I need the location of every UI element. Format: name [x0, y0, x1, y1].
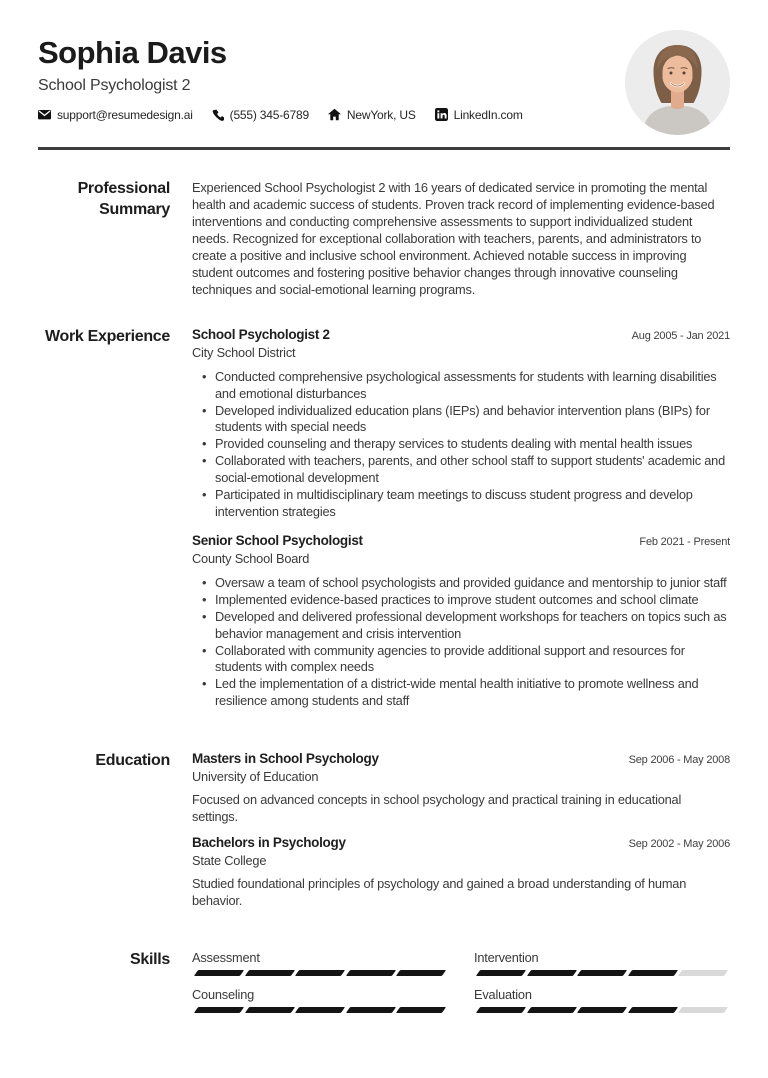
job-header [192, 533, 730, 548]
skill-item [192, 987, 448, 1013]
candidate-name: Sophia Davis [38, 35, 227, 70]
contact-email[interactable] [38, 108, 193, 122]
skill-name: Counseling [192, 987, 255, 1003]
contact-email-text: support@resumedesign.ai [57, 107, 193, 122]
job-company: City School District [192, 344, 296, 360]
job-bullet: • Oversaw a team of school psychologists and provided guidance and mentorship to junior staff [192, 575, 730, 592]
skill-bar [192, 1007, 448, 1013]
job-bullet: • Developed individualized education plans (IEPs) and behavior intervention plans (BIPs) for students with special needs [192, 403, 730, 437]
skill-bar [192, 970, 448, 976]
email-icon [38, 108, 51, 121]
job-entry [192, 533, 730, 710]
skills-body [192, 950, 730, 1013]
section-work-experience [38, 327, 730, 722]
contact-linkedin[interactable] [435, 108, 523, 122]
section-education [38, 751, 730, 921]
skill-bar-segment [577, 1007, 627, 1013]
skill-bar-segment [295, 970, 345, 976]
job-company: County School Board [192, 550, 310, 566]
home-icon [328, 108, 341, 121]
education-dates: Sep 2002 - May 2006 [628, 838, 730, 851]
contact-location [328, 108, 416, 122]
contact-row [38, 108, 730, 122]
job-bullet-list [192, 575, 730, 710]
job-entry [192, 327, 730, 521]
education-description: Focused on advanced concepts in school psychology and practical training in educational settings. [192, 792, 682, 825]
skill-item [192, 950, 448, 976]
skill-bar-segment [346, 970, 396, 976]
skill-bar-segment [194, 970, 244, 976]
contact-linkedin-text: LinkedIn.com [453, 107, 523, 122]
section-label-summary: Professional Summary [77, 179, 170, 218]
job-bullet: • Collaborated with teachers, parents, and other school staff to support students' academic and social-emotional development [192, 453, 730, 487]
education-description: Studied foundational principles of psychology and gained a broad understanding of human behavior. [192, 876, 687, 909]
skill-item [474, 987, 730, 1013]
job-bullet: • Provided counseling and therapy services to students dealing with mental health issues [192, 436, 730, 453]
skill-bar-segment [476, 1007, 526, 1013]
phone-icon [212, 109, 224, 121]
section-skills [38, 950, 730, 1013]
skill-bar-segment [295, 1007, 345, 1013]
skill-bar-segment [526, 970, 576, 976]
education-school: University of Education [192, 769, 319, 785]
header-divider [38, 147, 730, 150]
skill-name: Evaluation [474, 987, 532, 1003]
education-school: State College [192, 853, 267, 869]
skill-bar-segment [346, 1007, 396, 1013]
contact-phone[interactable] [212, 108, 309, 122]
skill-bar-segment [194, 1007, 244, 1013]
section-label-work: Work Experience [44, 327, 170, 345]
degree-title: Masters in School Psychology [192, 751, 379, 767]
header [38, 36, 730, 122]
job-bullet: • Participated in multidisciplinary team meetings to discuss student progress and develop intervention strategies [192, 487, 730, 521]
work-body [192, 327, 730, 722]
skill-name: Assessment [192, 950, 260, 966]
summary-text: Experienced School Psychologist 2 with 16 years of dedicated service in promoting the mental health and academic success of students. Proven track record of implementing evidence-based interventions and conducting comprehensive assessments to support individualized student needs. Recognized for exceptional collaboration with teachers, parents, and administrators to create a positive and inclusive school environment. Achieved notable success in improving student outcomes and fostering positive behavior changes through innovative counseling techniques and social-emotional learning programs. [192, 179, 715, 297]
contact-phone-text: (555) 345-6789 [229, 107, 309, 122]
candidate-title: School Psychologist 2 [38, 76, 191, 94]
skill-bar-segment [244, 970, 294, 976]
job-bullet-list [192, 369, 730, 521]
skill-bar-segment [628, 970, 678, 976]
job-title: Senior School Psychologist [192, 532, 363, 548]
education-header [192, 751, 730, 766]
job-bullet: • Led the implementation of a district-wide mental health initiative to promote wellness and resilience among students and staff [192, 676, 730, 710]
profile-photo [625, 30, 730, 135]
education-entry [192, 751, 730, 825]
linkedin-icon [435, 108, 448, 121]
skill-bar-segment [678, 970, 728, 976]
degree-title: Bachelors in Psychology [192, 835, 346, 851]
section-professional-summary [38, 179, 730, 298]
skill-bar-segment [396, 970, 446, 976]
skill-bar-segment [526, 1007, 576, 1013]
skill-item [474, 950, 730, 976]
skill-bar-segment [476, 970, 526, 976]
job-bullet: • Developed and delivered professional development workshops for teachers on topics such as behavior management and crisis intervention [192, 609, 730, 643]
section-label-skills: Skills [129, 951, 170, 969]
education-dates: Sep 2006 - May 2008 [628, 754, 730, 767]
job-bullet: • Conducted comprehensive psychological assessments for students with learning disabilities and emotional disturbances [192, 369, 730, 403]
education-entry [192, 835, 730, 909]
skill-bar-segment [628, 1007, 678, 1013]
skill-name: Intervention [474, 950, 539, 966]
skill-bar [474, 1007, 730, 1013]
skill-bar-segment [396, 1007, 446, 1013]
job-dates: Feb 2021 - Present [639, 535, 730, 548]
skills-grid [192, 950, 730, 1013]
education-body [192, 751, 730, 921]
skill-bar-segment [577, 970, 627, 976]
job-bullet: • Implemented evidence-based practices to improve student outcomes and school climate [192, 592, 730, 609]
education-header [192, 835, 730, 850]
summary-body [192, 179, 730, 298]
profile-photo-illustration [625, 30, 730, 135]
skill-bar-segment [678, 1007, 728, 1013]
job-bullet: • Collaborated with community agencies to provide additional support and resources for students with complex needs [192, 643, 730, 677]
skill-bar-segment [244, 1007, 294, 1013]
job-header [192, 327, 730, 342]
job-title: School Psychologist 2 [192, 326, 330, 342]
section-label-education: Education [95, 752, 170, 770]
contact-location-text: NewYork, US [346, 107, 416, 122]
job-dates: Aug 2005 - Jan 2021 [631, 329, 730, 342]
skill-bar [474, 970, 730, 976]
